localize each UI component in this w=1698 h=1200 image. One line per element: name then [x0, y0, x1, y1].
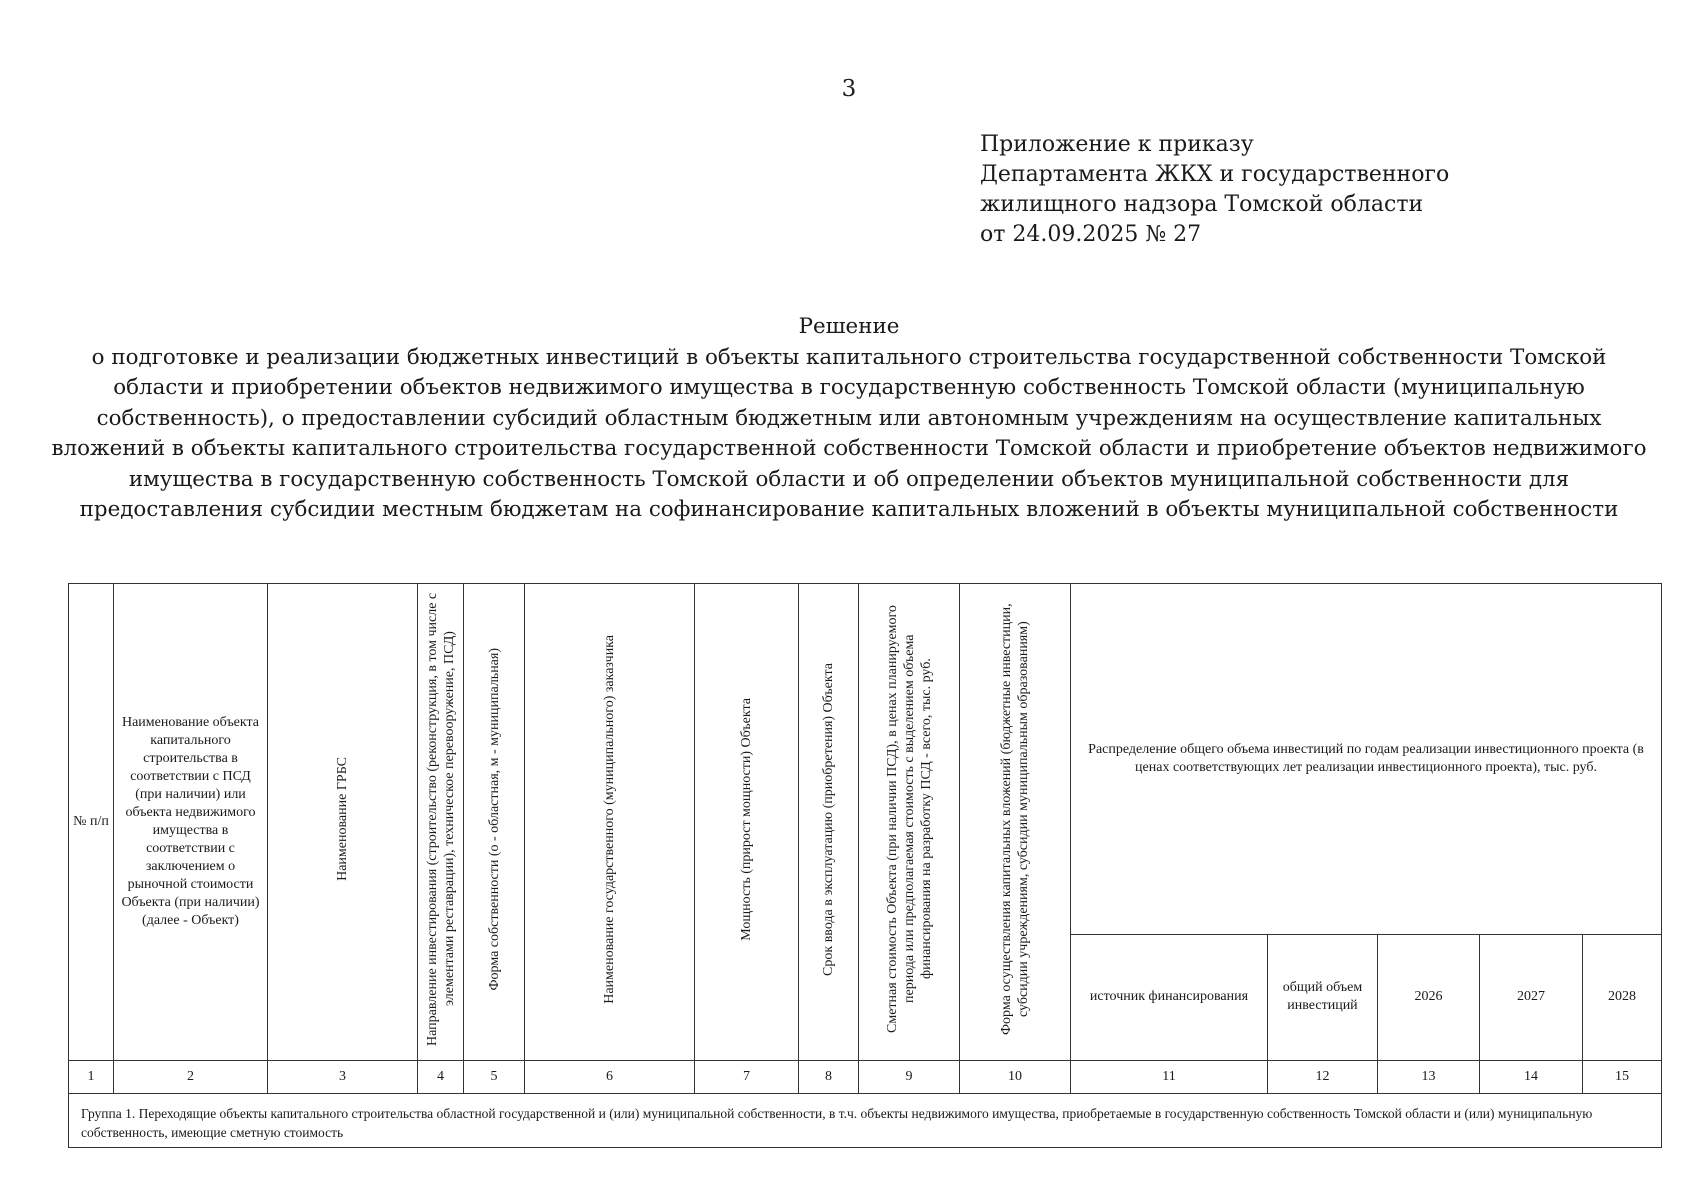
- header-year-2027: [1480, 934, 1583, 1060]
- title-line: имущества в государственную собственность Томской области и об определении объектов муниципальной собственности для: [128, 466, 1570, 492]
- header-ownership-form: [464, 584, 525, 1061]
- appendix-line: Приложение к приказу: [980, 132, 1254, 157]
- header-grbs-name: [268, 584, 418, 1061]
- header-text: источник финансирования: [1089, 989, 1249, 1005]
- column-number: 15: [1583, 1061, 1662, 1094]
- header-text: Наименование государственного (муниципального) заказчика: [602, 634, 617, 1004]
- header-text: Направление инвестирования (строительство (реконструкция, в том числе с элементами реставрации), техническое перевооружение, ПСД): [424, 592, 457, 1046]
- header-text: Наименование объекта капитального строительства в соответствии с ПСД (при наличии) или объекта недвижимого имущества в соответствии с заключением о рыночной стоимости Объекта (при наличии) (далее - Объект): [121, 715, 260, 928]
- header-text: общий объем инвестиций: [1282, 980, 1363, 1014]
- appendix-line: жилищного надзора Томской области: [980, 192, 1424, 217]
- column-number: 5: [464, 1061, 525, 1094]
- appendix-block: [980, 130, 1449, 250]
- column-number: 6: [525, 1061, 695, 1094]
- header-text: 2028: [1608, 989, 1637, 1005]
- header-investment-form: [960, 584, 1071, 1061]
- title-line: собственность), о предоставлении субсидий областным бюджетным или автономным учреждениям на осуществление капитальных: [96, 405, 1602, 431]
- header-capacity: [695, 584, 799, 1061]
- header-text: № п/п: [73, 814, 109, 829]
- column-number: 8: [799, 1061, 859, 1094]
- title-heading: Решение: [798, 314, 900, 339]
- title-line: о подготовке и реализации бюджетных инвестиций в объекты капитального строительства государственной собственности Томской: [91, 344, 1607, 370]
- column-number: 11: [1071, 1061, 1268, 1094]
- header-text: Сметная стоимость Объекта (при наличии ПСД), в ценах планируемого периода или предполагаемая стоимость с выделением объема финансирования на разработку ПСД - всего, тыс. руб.: [884, 605, 934, 1033]
- page-number: 3: [841, 76, 857, 102]
- appendix-line: Департамента ЖКХ и государственного: [980, 162, 1450, 187]
- column-number: 4: [418, 1061, 464, 1094]
- title-line: предоставления субсидии местным бюджетам на софинансирование капитальных вложений в объекты муниципальной собственности: [79, 497, 1619, 522]
- column-number: 13: [1378, 1061, 1480, 1094]
- header-text: Наименование ГРБС: [335, 757, 350, 881]
- header-customer-name: [525, 584, 695, 1061]
- header-text: Распределение общего объема инвестиций по годам реализации инвестиционного проекта (в ценах соответствующих лет реализации инвестиционного проекта), тыс. руб.: [1088, 741, 1644, 775]
- column-number: 3: [268, 1061, 418, 1094]
- investment-table: [68, 583, 1662, 1148]
- header-commissioning-date: [799, 584, 859, 1061]
- header-investment-direction: [418, 584, 464, 1061]
- header-text: Форма собственности (о - областная, м - муниципальная): [486, 647, 502, 991]
- header-estimated-cost: [859, 584, 960, 1061]
- title-line: вложений в объекты капитального строительства государственной собственности Томской области и приобретение объектов недвижимого: [51, 436, 1647, 461]
- header-text: 2026: [1414, 989, 1443, 1005]
- header-row-number: [69, 584, 114, 1061]
- header-year-2028: [1583, 934, 1662, 1060]
- column-number: 12: [1268, 1061, 1378, 1094]
- group-1-label: Группа 1. Переходящие объекты капитального строительства областной государственной и (или) муниципальной собственности, в т.ч. объекты недвижимого имущества, приобретаемые в государственную собственность Томской области и (или) муниципальную собственность, имеющие сметную стоимость: [69, 1094, 1662, 1148]
- header-year-2026: [1378, 934, 1480, 1060]
- header-investment-distribution: [1071, 584, 1662, 935]
- column-number-row: [69, 1061, 1662, 1094]
- column-number: 7: [695, 1061, 799, 1094]
- column-number: 2: [114, 1061, 268, 1094]
- title-line: области и приобретении объектов недвижимого имущества в государственную собственность Томской области (муниципальную: [113, 375, 1585, 400]
- header-funding-source: [1071, 934, 1268, 1060]
- group-row: [69, 1094, 1662, 1148]
- appendix-date-number: от 24.09.2025 № 27: [980, 222, 1202, 247]
- column-number: 14: [1480, 1061, 1583, 1094]
- document-title: [30, 312, 1668, 526]
- header-total-investment: [1268, 934, 1378, 1060]
- column-number: 1: [69, 1061, 114, 1094]
- column-number: 10: [960, 1061, 1071, 1094]
- header-text: Мощность (прирост мощности) Объекта: [739, 697, 754, 941]
- header-text: Форма осуществления капитальных вложений (бюджетные инвестиции, субсидии учреждениям, субсидии муниципальным образованиям): [999, 603, 1031, 1035]
- header-text: 2027: [1517, 989, 1545, 1005]
- column-number: 9: [859, 1061, 960, 1094]
- header-text: Срок ввода в эксплуатацию (приобретения) Объекта: [821, 662, 836, 976]
- header-object-name: [114, 584, 268, 1061]
- investment-table-wrapper: [68, 583, 1662, 1148]
